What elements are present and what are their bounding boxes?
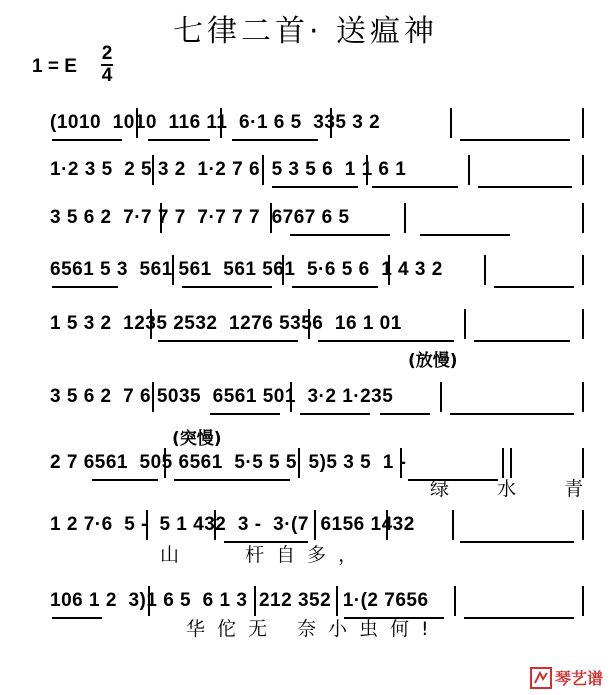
barline xyxy=(262,155,264,185)
barline xyxy=(146,510,148,540)
barline xyxy=(386,510,388,540)
barline xyxy=(454,586,456,616)
barline xyxy=(582,255,584,285)
watermark xyxy=(530,666,603,689)
notes-line: 6561 5 3 561 561 561 561 5·6 5 6 1 4 3 2 xyxy=(50,259,443,280)
key-signature xyxy=(32,43,113,86)
barline xyxy=(484,255,486,285)
time-signature xyxy=(100,44,114,86)
notes-line: 3 5 6 2 7·7 7 7 7·7 7 7 6767 6 5 xyxy=(50,207,350,228)
barline xyxy=(282,255,284,285)
barline xyxy=(450,108,452,138)
barline xyxy=(270,203,272,233)
barline xyxy=(148,586,150,616)
barline xyxy=(452,510,454,540)
barline xyxy=(254,586,256,616)
barline xyxy=(582,309,584,339)
barline xyxy=(314,510,316,540)
notes-line: (1010 1010 116 11 6·1 6 5 335 3 2 xyxy=(50,112,381,133)
time-signature-bottom: 4 xyxy=(101,65,113,86)
notes-line: 1·2 3 5 2 5 3 2 1·2 7 6 5 3 5 6 1 1 6 1 xyxy=(50,159,407,180)
barline xyxy=(164,448,166,478)
barline xyxy=(298,448,300,478)
notes-line: 3 5 6 2 7 6 5035 6561 501 3·2 1·235 xyxy=(50,386,394,407)
score-row-9 xyxy=(0,586,611,646)
barline xyxy=(336,586,338,616)
barline xyxy=(582,108,584,138)
tempo-mark: (突慢) xyxy=(172,429,222,449)
barline xyxy=(172,255,174,285)
lyrics-line: 绿 水 青 xyxy=(430,478,596,500)
notes-line: 106 1 2 3)1 6 5 6 1 3 212 352 1·(2 7656 xyxy=(50,590,429,611)
notes-line: 1 2 7·6 5 - 5 1 432 3 - 3·(7 6156 1432 xyxy=(50,514,415,535)
barline xyxy=(366,155,368,185)
barline xyxy=(152,155,154,185)
piano-logo-icon xyxy=(530,667,552,689)
tempo-mark: (放慢) xyxy=(408,351,458,371)
barline xyxy=(468,155,470,185)
barline xyxy=(214,510,216,540)
barline xyxy=(582,586,584,616)
barline xyxy=(290,382,292,412)
barline xyxy=(582,382,584,412)
score-row-4 xyxy=(0,255,611,315)
barline xyxy=(440,382,442,412)
barline xyxy=(582,510,584,540)
barline xyxy=(400,448,402,478)
barline xyxy=(404,203,406,233)
barline xyxy=(150,309,152,339)
page-title: 七律二首· 送瘟神 xyxy=(172,14,439,49)
barline xyxy=(152,382,154,412)
lyrics-line: 华佗无 奈小虫何! xyxy=(186,618,441,640)
notes-line: 1 5 3 2 1235 2532 1276 5356 16 1 01 xyxy=(50,313,402,334)
notes-line: 2 7 6561 505 6561 5·5 5 5 5)5 3 5 1 - xyxy=(50,452,407,473)
barline xyxy=(308,309,310,339)
barline xyxy=(136,108,138,138)
barline xyxy=(582,155,584,185)
barline xyxy=(220,108,222,138)
barline xyxy=(464,309,466,339)
score-row-7-notes xyxy=(0,448,611,508)
watermark-text: 琴艺谱 xyxy=(554,669,603,688)
score-row-3 xyxy=(0,203,611,263)
time-signature-top: 2 xyxy=(101,43,113,64)
score-row-8 xyxy=(0,510,611,570)
barline xyxy=(388,255,390,285)
barline xyxy=(330,108,332,138)
lyrics-line: 山 杆自多， xyxy=(160,544,370,566)
key-signature-label: 1 = E xyxy=(32,56,77,77)
barline xyxy=(582,203,584,233)
barline xyxy=(160,203,162,233)
